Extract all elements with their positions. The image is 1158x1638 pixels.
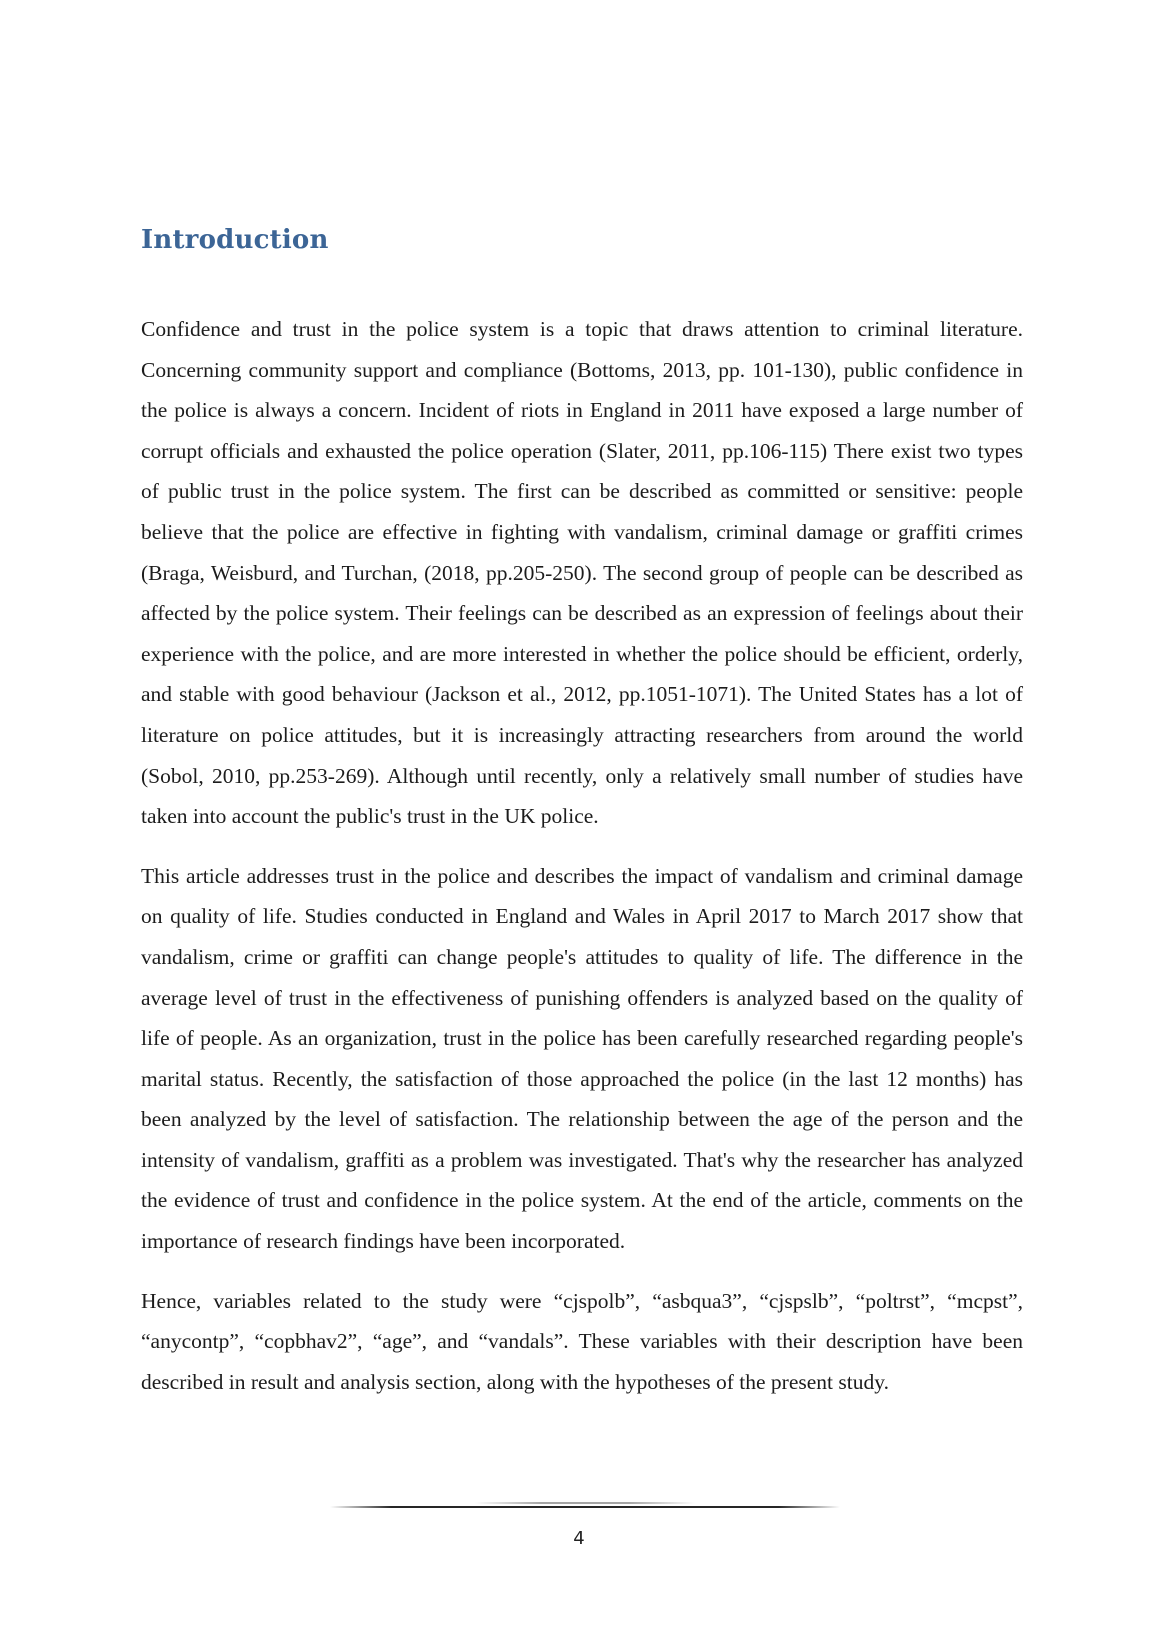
section-heading-introduction: Introduction	[141, 225, 329, 255]
page-number: 4	[573, 1528, 585, 1549]
paragraph-3: Hence, variables related to the study were “cjspolb”, “asbqua3”, “cjspslb”, “poltrst”, “mcpst”, “anycontp”, “copbhav2”, “age”, and “vandals”. These variables with their description have been described in result and analysis section, along with the hypotheses of the present study.	[141, 1288, 1023, 1394]
paragraph-1: Confidence and trust in the police system is a topic that draws attention to criminal literature. Concerning community support and compliance (Bottoms, 2013, pp. 101-130), public confidence in the police is always a concern. Incident of riots in England in 2011 have exposed a large number of corrupt officials and exhausted the police operation (Slater, 2011, pp.106-115) There exist two types of public trust in the police system. The first can be described as committed or sensitive: people believe that the police are effective in fighting with vandalism, criminal damage or graffiti crimes (Braga, Weisburd, and Turchan, (2018, pp.205-250). The second group of people can be described as affected by the police system. Their feelings can be described as an expression of feelings about their experience with the police, and are more interested in whether the police should be efficient, orderly, and stable with good behaviour (Jackson et al., 2012, pp.1051-1071). The United States has a lot of literature on police attitudes, but it is increasingly attracting researchers from around the world (Sobol, 2010, pp.253-269). Although until recently, only a relatively small number of studies have taken into account the public's trust in the UK police.	[141, 317, 1023, 829]
footer-divider	[330, 1506, 840, 1508]
paragraph-2: This article addresses trust in the police and describes the impact of vandalism and criminal damage on quality of life. Studies conducted in England and Wales in April 2017 to March 2017 show that vandalism, crime or graffiti can change people's attitudes to quality of life. The difference in the average level of trust in the effectiveness of punishing offenders is analyzed based on the quality of life of people. As an organization, trust in the police has been carefully researched regarding people's marital status. Recently, the satisfaction of those approached the police (in the last 12 months) has been analyzed by the level of satisfaction. The relationship between the age of the person and the intensity of vandalism, graffiti as a problem was investigated. That's why the researcher has analyzed the evidence of trust and confidence in the police system. At the end of the article, comments on the importance of research findings have been incorporated.	[141, 863, 1023, 1254]
footer-divider-accent	[475, 1502, 695, 1504]
body-text	[141, 309, 1023, 1421]
